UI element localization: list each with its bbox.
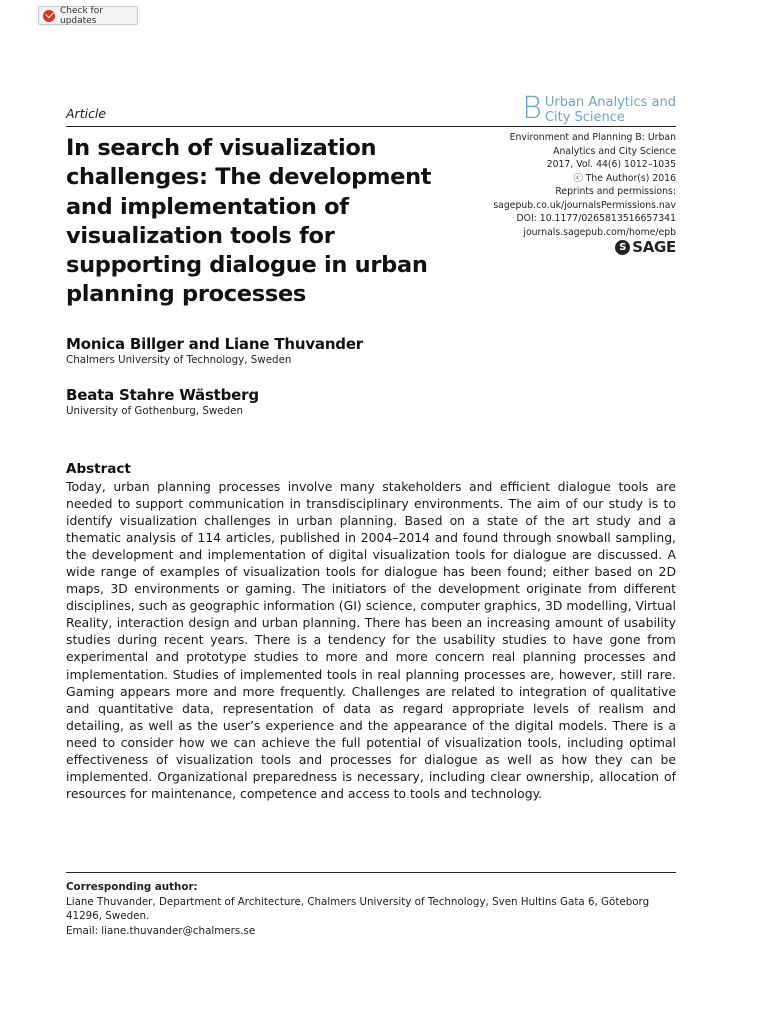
paper-title: In search of visualization challenges: The development and implementation of visualization tools for supporting dialogue in urban planning processes [66,135,432,308]
corresponding-author-email[interactable]: Email: liane.thuvander@chalmers.se [66,924,256,937]
journal-meta-line: 2017, Vol. 44(6) 1012–1035 [546,159,676,170]
check-for-updates-label: Check for updates [60,5,103,26]
journal-meta-line: ⓒ The Author(s) 2016 [573,172,676,184]
abstract-heading: Abstract [66,461,131,477]
journal-brand-letter: B [522,91,542,126]
footnote-divider [66,872,676,873]
journal-brand-line-1: Urban Analytics and [544,95,676,110]
author-group-2 [66,386,259,417]
article-type-label: Article [66,106,107,121]
journal-meta-line: Analytics and City Science [553,145,676,157]
doi-link[interactable]: DOI: 10.1177/0265813516657341 [516,213,676,224]
corresponding-author [66,880,678,938]
author-group-1 [66,335,363,366]
author-names: Monica Billger and Liane Thuvander [66,335,364,353]
corresponding-author-heading: Corresponding author: [66,881,198,893]
publisher-name: SAGE [632,238,676,256]
permissions-link[interactable]: sagepub.co.uk/journalsPermissions.nav [493,199,676,211]
sage-mark-icon: S [615,240,630,255]
journal-meta-line: Reprints and permissions: [555,186,676,197]
journal-brand [522,91,676,126]
journal-meta-line: Environment and Planning B: Urban [509,132,676,143]
journal-brand-name [545,94,676,125]
check-badge-icon [43,10,55,22]
publisher-logo [615,238,676,256]
check-for-updates-button[interactable] [38,6,138,25]
author-affiliation: Chalmers University of Technology, Sweden [66,354,292,366]
header-divider [66,126,676,127]
author-affiliation: University of Gothenburg, Sweden [66,405,244,417]
corresponding-author-address: Liane Thuvander, Department of Architecture, Chalmers University of Technology, Sven Hultins Gata 6, Göteborg 41296, Sweden. [66,895,650,922]
author-names: Beata Stahre Wästberg [66,386,259,404]
journal-home-link[interactable]: journals.sagepub.com/home/epb [523,226,676,238]
journal-brand-line-2: City Science [544,110,625,125]
abstract-text: Today, urban planning processes involve many stakeholders and efficient dialogue tools are needed to support communication in transdisciplinary environments. The aim of our study is to identify visualization challenges in urban planning. Based on a state of the art study and a thematic analysis of 114 articles, published in 2004–2014 and found through snowball sampling, the development and implementation of digital visualization tools for dialogue are discussed. A wide range of examples of visualization tools for dialogue has been found; either based on 2D maps, 3D environments or gaming. The initiators of the development originate from different disciplines, such as geographic information (GI) science, computer graphics, 3D modelling, Virtual Reality, interaction design and urban planning. There has been an increasing amount of usability studies during recent years. There is a tendency for the usability studies to have gone from experimental and prototype studies to more and more concern real planning processes and implementation. Studies of implemented tools in real planning processes are, however, still rare. Gaming appears more and more frequently. Challenges are related to integration of qualitative and quantitative data, representation of data as regard appropriate levels of realism and detailing, as well as the user’s experience and the appearance of the digital models. There is a need to consider how we can achieve the full potential of visualization tools, including optimal effectiveness of visualization tools and processes for dialogue as well as how they can be implemented. Organizational preparedness is necessary, including clear ownership, allocation of resources for maintenance, competence and access to tools and technology. [66,479,676,801]
